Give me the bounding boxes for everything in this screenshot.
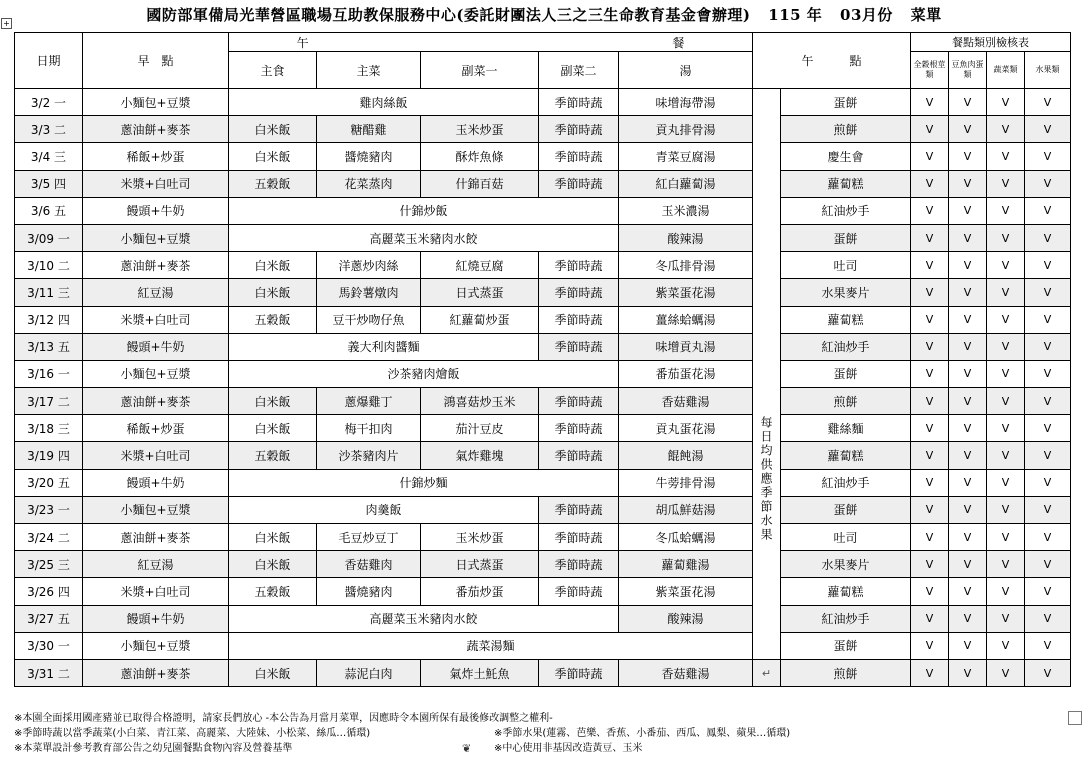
date-cell: 3/6 五 bbox=[15, 197, 83, 224]
dish-cell: 毛豆炒豆丁 bbox=[317, 524, 421, 551]
table-row bbox=[15, 360, 1071, 387]
table-row bbox=[15, 170, 1071, 197]
header-afternoon: 午 點 bbox=[753, 33, 911, 89]
menu-table bbox=[14, 32, 1071, 687]
header-veg: 蔬菜類 bbox=[987, 52, 1025, 89]
check-grain-cell: V bbox=[911, 578, 949, 605]
afternoon-cell: 吐司 bbox=[781, 524, 911, 551]
dish-cell: 沙茶豬肉片 bbox=[317, 442, 421, 469]
date-cell: 3/23 一 bbox=[15, 496, 83, 523]
table-row bbox=[15, 89, 1071, 116]
main-cell: 五穀飯 bbox=[229, 578, 317, 605]
table-row bbox=[15, 659, 1071, 686]
check-grain-cell: V bbox=[911, 306, 949, 333]
afternoon-cell: 蛋餅 bbox=[781, 360, 911, 387]
check-protein-cell: V bbox=[949, 551, 987, 578]
date-cell: 3/5 四 bbox=[15, 170, 83, 197]
check-grain-cell: V bbox=[911, 415, 949, 442]
check-veg-cell: V bbox=[987, 89, 1025, 116]
side2-cell: 季節時蔬 bbox=[539, 306, 619, 333]
side1-cell: 日式蒸蛋 bbox=[421, 551, 539, 578]
header-main: 主食 bbox=[229, 52, 317, 89]
fruit-note-cell: 每日均供應季節水果 bbox=[753, 89, 781, 660]
header-lunch-1: 午 bbox=[296, 35, 309, 50]
soup-cell: 青菜豆腐湯 bbox=[619, 143, 753, 170]
footnotes bbox=[14, 711, 1074, 756]
date-cell: 3/19 四 bbox=[15, 442, 83, 469]
soup-cell: 貢丸蛋花湯 bbox=[619, 415, 753, 442]
check-protein-cell: V bbox=[949, 659, 987, 686]
table-row bbox=[15, 224, 1071, 251]
afternoon-cell: 蛋餅 bbox=[781, 496, 911, 523]
check-fruit-cell: V bbox=[1025, 224, 1071, 251]
date-cell: 3/12 四 bbox=[15, 306, 83, 333]
afternoon-cell: 蛋餅 bbox=[781, 224, 911, 251]
dish-cell: 醬燒豬肉 bbox=[317, 578, 421, 605]
dish-cell: 洋蔥炒肉絲 bbox=[317, 252, 421, 279]
side1-cell: 玉米炒蛋 bbox=[421, 116, 539, 143]
lunch-combined-cell: 肉羹飯 bbox=[229, 496, 539, 523]
breakfast-cell: 紅豆湯 bbox=[83, 551, 229, 578]
breakfast-cell: 稀飯+炒蛋 bbox=[83, 143, 229, 170]
check-grain-cell: V bbox=[911, 116, 949, 143]
afternoon-cell: 慶生會 bbox=[781, 143, 911, 170]
check-protein-cell: V bbox=[949, 524, 987, 551]
soup-cell: 冬瓜排骨湯 bbox=[619, 252, 753, 279]
check-fruit-cell: V bbox=[1025, 496, 1071, 523]
soup-cell: 味增貢丸湯 bbox=[619, 333, 753, 360]
table-row bbox=[15, 442, 1071, 469]
check-veg-cell: V bbox=[987, 442, 1025, 469]
check-grain-cell: V bbox=[911, 442, 949, 469]
side2-cell: 季節時蔬 bbox=[539, 659, 619, 686]
breakfast-cell: 蔥油餅+麥茶 bbox=[83, 116, 229, 143]
check-grain-cell: V bbox=[911, 605, 949, 632]
table-row bbox=[15, 632, 1071, 659]
note-1: ※本園全面採用國產豬並已取得合格證明，請家長們放心 -本公告為月當月菜單，因應時令本園所保有最後修改調整之權利- bbox=[14, 713, 553, 724]
side2-cell: 季節時蔬 bbox=[539, 89, 619, 116]
afternoon-cell: 水果麥片 bbox=[781, 551, 911, 578]
dish-cell: 豆干炒吻仔魚 bbox=[317, 306, 421, 333]
check-grain-cell: V bbox=[911, 659, 949, 686]
side1-cell: 番茄炒蛋 bbox=[421, 578, 539, 605]
header-checklist: 餐點類別檢核表 bbox=[911, 33, 1071, 52]
main-cell: 白米飯 bbox=[229, 143, 317, 170]
check-veg-cell: V bbox=[987, 170, 1025, 197]
lunch-combined-cell: 高麗菜玉米豬肉水餃 bbox=[229, 605, 619, 632]
main-cell: 白米飯 bbox=[229, 415, 317, 442]
breakfast-cell: 米漿+白吐司 bbox=[83, 442, 229, 469]
check-grain-cell: V bbox=[911, 496, 949, 523]
soup-cell: 番茄蛋花湯 bbox=[619, 360, 753, 387]
date-cell: 3/3 二 bbox=[15, 116, 83, 143]
side2-cell: 季節時蔬 bbox=[539, 578, 619, 605]
title-label: 菜單 bbox=[910, 6, 942, 24]
afternoon-cell: 紅油炒手 bbox=[781, 197, 911, 224]
date-cell: 3/11 三 bbox=[15, 279, 83, 306]
check-protein-cell: V bbox=[949, 306, 987, 333]
check-grain-cell: V bbox=[911, 388, 949, 415]
check-grain-cell: V bbox=[911, 89, 949, 116]
side1-cell: 紅燒豆腐 bbox=[421, 252, 539, 279]
side2-cell: 季節時蔬 bbox=[539, 333, 619, 360]
dish-cell: 香菇雞肉 bbox=[317, 551, 421, 578]
check-veg-cell: V bbox=[987, 333, 1025, 360]
main-cell: 五穀飯 bbox=[229, 442, 317, 469]
breakfast-cell: 稀飯+炒蛋 bbox=[83, 415, 229, 442]
dish-cell: 蒜泥白肉 bbox=[317, 659, 421, 686]
table-row bbox=[15, 116, 1071, 143]
check-grain-cell: V bbox=[911, 469, 949, 496]
check-fruit-cell: V bbox=[1025, 279, 1071, 306]
side1-cell: 氣炸雞塊 bbox=[421, 442, 539, 469]
table-row bbox=[15, 605, 1071, 632]
table-row bbox=[15, 388, 1071, 415]
check-fruit-cell: V bbox=[1025, 306, 1071, 333]
main-cell: 白米飯 bbox=[229, 388, 317, 415]
main-cell: 白米飯 bbox=[229, 116, 317, 143]
check-protein-cell: V bbox=[949, 279, 987, 306]
check-veg-cell: V bbox=[987, 469, 1025, 496]
header-protein: 豆魚肉蛋類 bbox=[949, 52, 987, 89]
check-protein-cell: V bbox=[949, 388, 987, 415]
afternoon-cell: 紅油炒手 bbox=[781, 469, 911, 496]
header-soup: 湯 bbox=[619, 52, 753, 89]
breakfast-cell: 蔥油餅+麥茶 bbox=[83, 659, 229, 686]
page-square-marker bbox=[1068, 711, 1082, 725]
side2-cell: 季節時蔬 bbox=[539, 252, 619, 279]
soup-cell: 紫菜蛋花湯 bbox=[619, 578, 753, 605]
lunch-combined-cell: 什錦炒飯 bbox=[229, 197, 619, 224]
side2-cell: 季節時蔬 bbox=[539, 415, 619, 442]
main-cell: 白米飯 bbox=[229, 279, 317, 306]
side2-cell: 季節時蔬 bbox=[539, 442, 619, 469]
main-cell: 白米飯 bbox=[229, 659, 317, 686]
check-grain-cell: V bbox=[911, 170, 949, 197]
breakfast-cell: 饅頭+牛奶 bbox=[83, 333, 229, 360]
main-cell: 白米飯 bbox=[229, 524, 317, 551]
breakfast-cell: 米漿+白吐司 bbox=[83, 306, 229, 333]
table-row bbox=[15, 415, 1071, 442]
breakfast-cell: 小麵包+豆漿 bbox=[83, 89, 229, 116]
side2-cell: 季節時蔬 bbox=[539, 170, 619, 197]
afternoon-cell: 煎餅 bbox=[781, 659, 911, 686]
soup-cell: 貢丸排骨湯 bbox=[619, 116, 753, 143]
note-2: ※季節時蔬以當季蔬菜(小白菜、青江菜、高麗菜、大陸妹、小松菜、絲瓜…循環) bbox=[14, 728, 371, 739]
check-protein-cell: V bbox=[949, 469, 987, 496]
arrow-cell: ↵ bbox=[753, 659, 781, 686]
soup-cell: 蘿蔔雞湯 bbox=[619, 551, 753, 578]
date-cell: 3/24 二 bbox=[15, 524, 83, 551]
header-side1: 副菜一 bbox=[421, 52, 539, 89]
check-veg-cell: V bbox=[987, 551, 1025, 578]
check-grain-cell: V bbox=[911, 360, 949, 387]
header-lunch bbox=[229, 33, 753, 52]
afternoon-cell: 蛋餅 bbox=[781, 89, 911, 116]
breakfast-cell: 小麵包+豆漿 bbox=[83, 496, 229, 523]
side1-cell: 日式蒸蛋 bbox=[421, 279, 539, 306]
soup-cell: 餛飩湯 bbox=[619, 442, 753, 469]
afternoon-cell: 雞絲麵 bbox=[781, 415, 911, 442]
title-org: 國防部軍備局光華營區職場互助教保服務中心(委託財團法人三之三生命教育基金會辦理) bbox=[146, 6, 751, 24]
note-4: ※本菜單設計參考教育部公告之幼兒園餐點食物內容及營養基準 bbox=[14, 743, 293, 754]
table-row bbox=[15, 524, 1071, 551]
main-cell: 白米飯 bbox=[229, 551, 317, 578]
check-grain-cell: V bbox=[911, 524, 949, 551]
breakfast-cell: 蔥油餅+麥茶 bbox=[83, 252, 229, 279]
table-row bbox=[15, 197, 1071, 224]
afternoon-cell: 煎餅 bbox=[781, 388, 911, 415]
date-cell: 3/26 四 bbox=[15, 578, 83, 605]
dish-cell: 梅干扣肉 bbox=[317, 415, 421, 442]
lunch-combined-cell: 什錦炒麵 bbox=[229, 469, 619, 496]
check-fruit-cell: V bbox=[1025, 659, 1071, 686]
check-fruit-cell: V bbox=[1025, 524, 1071, 551]
check-fruit-cell: V bbox=[1025, 197, 1071, 224]
check-veg-cell: V bbox=[987, 279, 1025, 306]
check-grain-cell: V bbox=[911, 333, 949, 360]
check-protein-cell: V bbox=[949, 605, 987, 632]
check-protein-cell: V bbox=[949, 360, 987, 387]
breakfast-cell: 饅頭+牛奶 bbox=[83, 197, 229, 224]
main-cell: 白米飯 bbox=[229, 252, 317, 279]
table-row bbox=[15, 496, 1071, 523]
check-protein-cell: V bbox=[949, 632, 987, 659]
side2-cell: 季節時蔬 bbox=[539, 279, 619, 306]
breakfast-cell: 蔥油餅+麥茶 bbox=[83, 524, 229, 551]
check-veg-cell: V bbox=[987, 524, 1025, 551]
check-veg-cell: V bbox=[987, 415, 1025, 442]
side2-cell: 季節時蔬 bbox=[539, 388, 619, 415]
table-row bbox=[15, 306, 1071, 333]
side1-cell: 茄汁豆皮 bbox=[421, 415, 539, 442]
check-protein-cell: V bbox=[949, 415, 987, 442]
side2-cell: 季節時蔬 bbox=[539, 551, 619, 578]
date-cell: 3/2 一 bbox=[15, 89, 83, 116]
date-cell: 3/09 一 bbox=[15, 224, 83, 251]
soup-cell: 胡瓜鮮菇湯 bbox=[619, 496, 753, 523]
soup-cell: 冬瓜蛤蠣湯 bbox=[619, 524, 753, 551]
date-cell: 3/4 三 bbox=[15, 143, 83, 170]
check-fruit-cell: V bbox=[1025, 632, 1071, 659]
check-fruit-cell: V bbox=[1025, 89, 1071, 116]
table-row bbox=[15, 551, 1071, 578]
lunch-combined-cell: 雞肉絲飯 bbox=[229, 89, 539, 116]
header-breakfast: 早 點 bbox=[83, 33, 229, 89]
check-fruit-cell: V bbox=[1025, 143, 1071, 170]
afternoon-cell: 紅油炒手 bbox=[781, 605, 911, 632]
check-grain-cell: V bbox=[911, 252, 949, 279]
afternoon-cell: 吐司 bbox=[781, 252, 911, 279]
afternoon-cell: 蘿蔔糕 bbox=[781, 442, 911, 469]
afternoon-cell: 蛋餅 bbox=[781, 632, 911, 659]
side1-cell: 酥炸魚條 bbox=[421, 143, 539, 170]
date-cell: 3/20 五 bbox=[15, 469, 83, 496]
date-cell: 3/16 一 bbox=[15, 360, 83, 387]
check-fruit-cell: V bbox=[1025, 442, 1071, 469]
check-fruit-cell: V bbox=[1025, 360, 1071, 387]
check-veg-cell: V bbox=[987, 360, 1025, 387]
check-veg-cell: V bbox=[987, 197, 1025, 224]
dish-cell: 花菜蒸肉 bbox=[317, 170, 421, 197]
check-veg-cell: V bbox=[987, 116, 1025, 143]
breakfast-cell: 米漿+白吐司 bbox=[83, 170, 229, 197]
soup-cell: 薑絲蛤蠣湯 bbox=[619, 306, 753, 333]
check-grain-cell: V bbox=[911, 551, 949, 578]
date-cell: 3/27 五 bbox=[15, 605, 83, 632]
side2-cell: 季節時蔬 bbox=[539, 116, 619, 143]
table-row bbox=[15, 143, 1071, 170]
breakfast-cell: 蔥油餅+麥茶 bbox=[83, 388, 229, 415]
check-protein-cell: V bbox=[949, 116, 987, 143]
main-cell: 五穀飯 bbox=[229, 306, 317, 333]
dish-cell: 馬鈴薯燉肉 bbox=[317, 279, 421, 306]
breakfast-cell: 小麵包+豆漿 bbox=[83, 360, 229, 387]
menu-body bbox=[15, 89, 1071, 687]
check-fruit-cell: V bbox=[1025, 469, 1071, 496]
soup-cell: 玉米濃湯 bbox=[619, 197, 753, 224]
side2-cell: 季節時蔬 bbox=[539, 524, 619, 551]
afternoon-cell: 水果麥片 bbox=[781, 279, 911, 306]
check-protein-cell: V bbox=[949, 442, 987, 469]
breakfast-cell: 米漿+白吐司 bbox=[83, 578, 229, 605]
check-fruit-cell: V bbox=[1025, 415, 1071, 442]
header-date: 日期 bbox=[15, 33, 83, 89]
check-grain-cell: V bbox=[911, 632, 949, 659]
soup-cell: 紫菜蛋花湯 bbox=[619, 279, 753, 306]
check-fruit-cell: V bbox=[1025, 333, 1071, 360]
check-protein-cell: V bbox=[949, 578, 987, 605]
lunch-combined-cell: 蔬菜湯麵 bbox=[229, 632, 753, 659]
check-protein-cell: V bbox=[949, 252, 987, 279]
afternoon-cell: 紅油炒手 bbox=[781, 333, 911, 360]
check-protein-cell: V bbox=[949, 170, 987, 197]
sprout-icon: ❦ bbox=[462, 742, 472, 755]
check-protein-cell: V bbox=[949, 89, 987, 116]
check-veg-cell: V bbox=[987, 388, 1025, 415]
check-veg-cell: V bbox=[987, 306, 1025, 333]
dish-cell: 糖醋雞 bbox=[317, 116, 421, 143]
note-row-3 bbox=[14, 741, 1074, 756]
table-row bbox=[15, 469, 1071, 496]
table-row bbox=[15, 578, 1071, 605]
note-row-2 bbox=[14, 726, 1074, 741]
header-fruit: 水果類 bbox=[1025, 52, 1071, 89]
dish-cell: 醬燒豬肉 bbox=[317, 143, 421, 170]
date-cell: 3/31 二 bbox=[15, 659, 83, 686]
side1-cell: 什錦百菇 bbox=[421, 170, 539, 197]
lunch-combined-cell: 沙茶豬肉燴飯 bbox=[229, 360, 619, 387]
check-protein-cell: V bbox=[949, 496, 987, 523]
check-fruit-cell: V bbox=[1025, 605, 1071, 632]
check-fruit-cell: V bbox=[1025, 170, 1071, 197]
side2-cell: 季節時蔬 bbox=[539, 143, 619, 170]
date-cell: 3/13 五 bbox=[15, 333, 83, 360]
check-veg-cell: V bbox=[987, 605, 1025, 632]
note-3: ※季節水果(蓮霧、芭樂、香蕉、小番茄、西瓜、鳳梨、蘋果…循環) bbox=[494, 728, 791, 739]
check-fruit-cell: V bbox=[1025, 578, 1071, 605]
table-row bbox=[15, 333, 1071, 360]
date-cell: 3/25 三 bbox=[15, 551, 83, 578]
check-veg-cell: V bbox=[987, 496, 1025, 523]
soup-cell: 香菇雞湯 bbox=[619, 659, 753, 686]
check-grain-cell: V bbox=[911, 224, 949, 251]
soup-cell: 香菇雞湯 bbox=[619, 388, 753, 415]
check-veg-cell: V bbox=[987, 252, 1025, 279]
afternoon-cell: 蘿蔔糕 bbox=[781, 170, 911, 197]
note-5: ※中心使用非基因改造黃豆、玉米 bbox=[494, 743, 643, 754]
check-grain-cell: V bbox=[911, 197, 949, 224]
breakfast-cell: 小麵包+豆漿 bbox=[83, 224, 229, 251]
main-cell: 五穀飯 bbox=[229, 170, 317, 197]
side1-cell: 玉米炒蛋 bbox=[421, 524, 539, 551]
soup-cell: 紅白蘿蔔湯 bbox=[619, 170, 753, 197]
check-fruit-cell: V bbox=[1025, 551, 1071, 578]
date-cell: 3/18 三 bbox=[15, 415, 83, 442]
header-grain: 全穀根莖類 bbox=[911, 52, 949, 89]
header-lunch-2: 餐 bbox=[672, 35, 685, 50]
table-anchor-icon[interactable]: + bbox=[1, 18, 12, 29]
check-fruit-cell: V bbox=[1025, 388, 1071, 415]
side1-cell: 氣炸土魠魚 bbox=[421, 659, 539, 686]
check-veg-cell: V bbox=[987, 659, 1025, 686]
check-protein-cell: V bbox=[949, 143, 987, 170]
check-protein-cell: V bbox=[949, 197, 987, 224]
soup-cell: 味增海帶湯 bbox=[619, 89, 753, 116]
soup-cell: 酸辣湯 bbox=[619, 605, 753, 632]
afternoon-cell: 煎餅 bbox=[781, 116, 911, 143]
check-fruit-cell: V bbox=[1025, 252, 1071, 279]
soup-cell: 牛蒡排骨湯 bbox=[619, 469, 753, 496]
check-grain-cell: V bbox=[911, 143, 949, 170]
check-veg-cell: V bbox=[987, 632, 1025, 659]
breakfast-cell: 紅豆湯 bbox=[83, 279, 229, 306]
page-title bbox=[0, 4, 1088, 25]
breakfast-cell: 饅頭+牛奶 bbox=[83, 605, 229, 632]
afternoon-cell: 蘿蔔糕 bbox=[781, 578, 911, 605]
check-fruit-cell: V bbox=[1025, 116, 1071, 143]
side1-cell: 紅蘿蔔炒蛋 bbox=[421, 306, 539, 333]
check-veg-cell: V bbox=[987, 224, 1025, 251]
soup-cell: 酸辣湯 bbox=[619, 224, 753, 251]
lunch-combined-cell: 義大利肉醬麵 bbox=[229, 333, 539, 360]
date-cell: 3/30 一 bbox=[15, 632, 83, 659]
check-protein-cell: V bbox=[949, 224, 987, 251]
dish-cell: 蔥爆雞丁 bbox=[317, 388, 421, 415]
table-row bbox=[15, 279, 1071, 306]
lunch-combined-cell: 高麗菜玉米豬肉水餃 bbox=[229, 224, 619, 251]
afternoon-cell: 蘿蔔糕 bbox=[781, 306, 911, 333]
title-year: 115 年 bbox=[768, 6, 823, 24]
check-veg-cell: V bbox=[987, 143, 1025, 170]
header-side2: 副菜二 bbox=[539, 52, 619, 89]
check-protein-cell: V bbox=[949, 333, 987, 360]
side1-cell: 鴻喜菇炒玉米 bbox=[421, 388, 539, 415]
date-cell: 3/17 二 bbox=[15, 388, 83, 415]
breakfast-cell: 小麵包+豆漿 bbox=[83, 632, 229, 659]
side2-cell: 季節時蔬 bbox=[539, 496, 619, 523]
title-month: 03月份 bbox=[840, 6, 893, 24]
header-dish: 主菜 bbox=[317, 52, 421, 89]
date-cell: 3/10 二 bbox=[15, 252, 83, 279]
check-veg-cell: V bbox=[987, 578, 1025, 605]
breakfast-cell: 饅頭+牛奶 bbox=[83, 469, 229, 496]
check-grain-cell: V bbox=[911, 279, 949, 306]
table-row bbox=[15, 252, 1071, 279]
